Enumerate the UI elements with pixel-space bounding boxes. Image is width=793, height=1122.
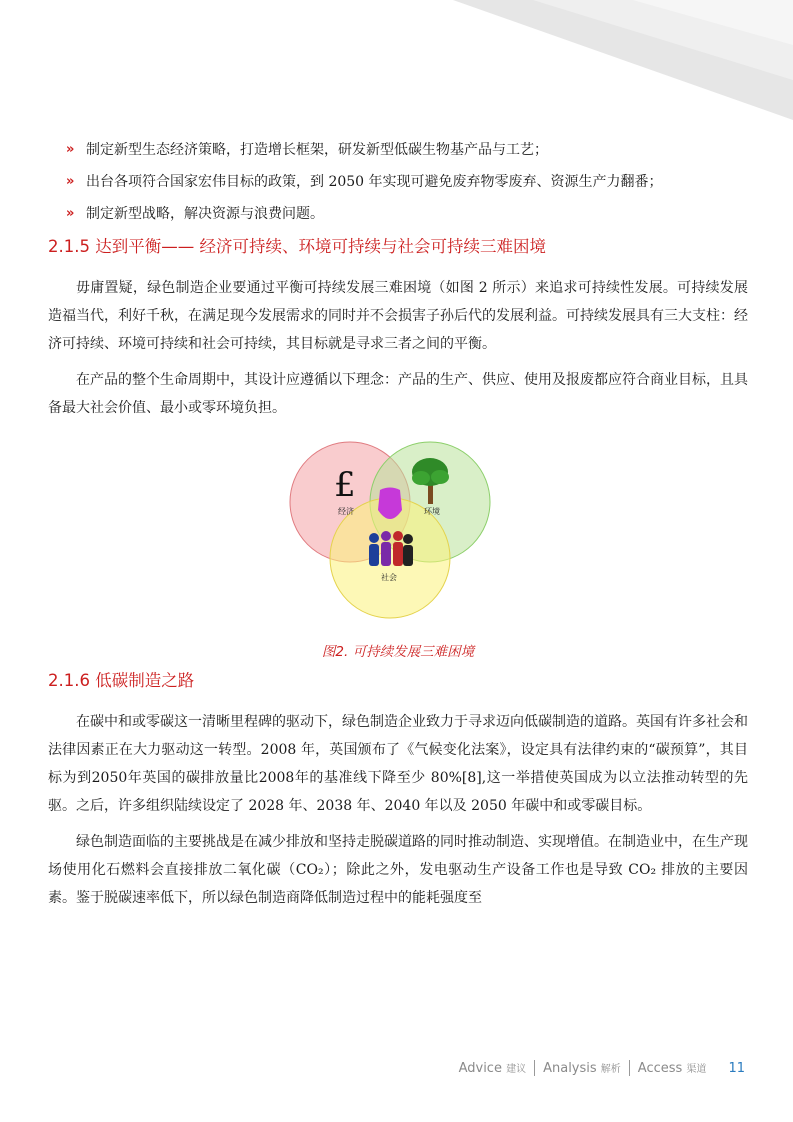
paragraph: 绿色制造面临的主要挑战是在减少排放和坚持走脱碳道路的同时推动制造、实现增值。在制造业中，在生产现场使用化石燃料会直接排放二氧化碳（CO₂）；除此之外，发电驱动生产设备工作也是导致 CO₂ 排放的主要因素。鉴于脱碳速率低下，所以绿色制造商降低制造过程中的能耗强度至 (48, 834, 748, 906)
page-footer (459, 1060, 745, 1076)
bullet-text: 制定新型生态经济策略，打造增长框架，研发新型低碳生物基产品与工艺； (86, 142, 548, 158)
pound-icon: £ (334, 465, 356, 505)
venn-figure (48, 430, 748, 630)
list-item (66, 172, 748, 192)
paragraph: 毋庸置疑，绿色制造企业要通过平衡可持续发展三难困境（如图 2 所示）来追求可持续性发展。可持续发展造福当代，利好千秋，在满足现今发展需求的同时并不会损害子孙后代的发展利益。可持续发展具有三大支柱：经济可持续、环境可持续和社会可持续，其目标就是寻求三者之间的平衡。 (48, 280, 748, 352)
divider (534, 1060, 535, 1076)
page-number: 11 (728, 1060, 745, 1076)
venn-diagram (278, 430, 518, 630)
label-environment: 环境 (424, 507, 440, 516)
footer-analysis: Analysis 解析 (543, 1061, 621, 1076)
bullet-text: 制定新型战略，解决资源与浪费问题。 (86, 206, 324, 222)
chevron-icon: » (66, 174, 75, 189)
label-society: 社会 (381, 573, 397, 582)
corner-decoration (413, 0, 793, 120)
paragraph: 在产品的整个生命周期中，其设计应遵循以下理念：产品的生产、供应、使用及报废都应符合商业目标，且具备最大社会价值、最小或零环境负担。 (48, 372, 748, 416)
paragraph: 在碳中和或零碳这一清晰里程碑的驱动下，绿色制造企业致力于寻求迈向低碳制造的道路。英国有许多社会和法律因素正在大力驱动这一转型。2008 年，英国颁布了《气候变化法案》，设定具有法律约束的“碳预算”，其目标为到2050年英国的碳排放量比2008年的基准线下降至少 80%[8],这一举措使英国成为以立法推动转型的先驱。之后，许多组织陆续设定了 2028 年、2038 年、2040 年以及 2050 年碳中和或零碳目标。 (48, 714, 748, 814)
chevron-icon: » (66, 142, 75, 157)
footer-access: Access 渠道 (637, 1061, 707, 1076)
bullet-text: 出台各项符合国家宏伟目标的政策，到 2050 年实现可避免废弃物零废弃、资源生产力翻番； (86, 174, 663, 190)
label-economy: 经济 (338, 507, 354, 516)
page-content (48, 140, 748, 920)
divider (629, 1060, 630, 1076)
figure-caption: 图2. 可持续发展三难困境 (321, 644, 475, 660)
chevron-icon: » (66, 206, 75, 221)
venn-center (378, 488, 402, 520)
section-heading-low-carbon: 2.1.6 低碳制造之路 (48, 671, 195, 690)
list-item (66, 140, 748, 160)
section-heading-balance: 2.1.5 达到平衡—— 经济可持续、环境可持续与社会可持续三难困境 (48, 237, 546, 256)
footer-advice: Advice 建议 (458, 1061, 527, 1076)
list-item (66, 204, 748, 224)
bullet-list (48, 140, 748, 224)
